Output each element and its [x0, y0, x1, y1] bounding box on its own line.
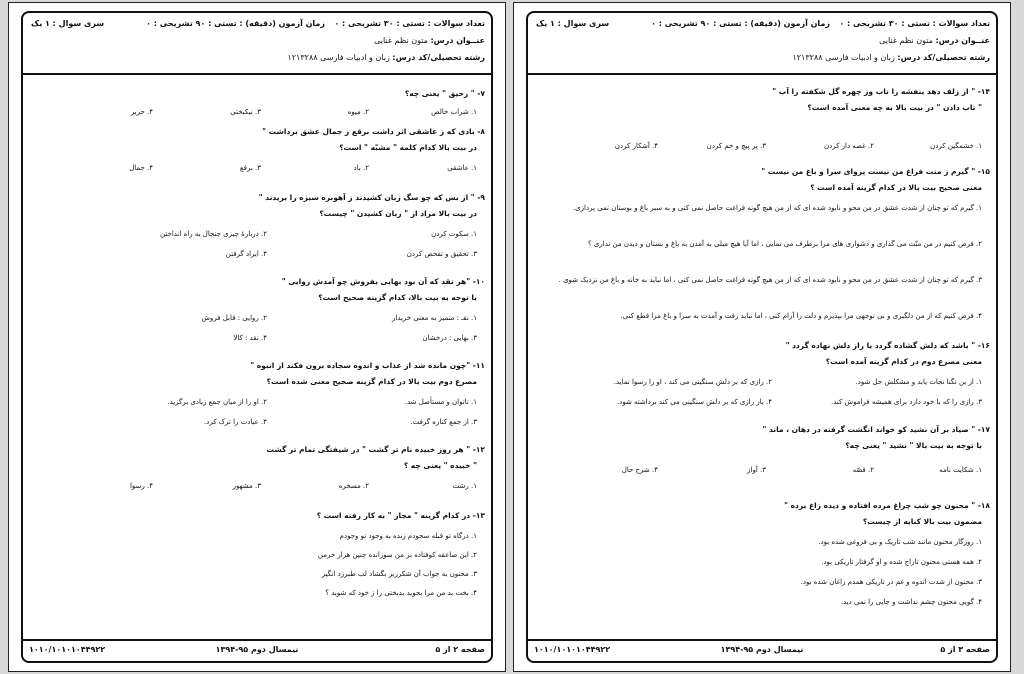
- question-title: ۸- بادی که ز عاشقی اثر داشت برقع ز جمال عشق برداشت ": [262, 127, 485, 136]
- question-item: [29, 445, 485, 490]
- exam-time: زمان آزمون (دقیقه) : تستی : ۹۰ تشریحی : ۰: [146, 19, 325, 28]
- answer-option[interactable]: ۳. رازی را که با خود دارد برای همیشه فراموش کند.: [830, 398, 982, 406]
- answer-option[interactable]: ۳. گیرم که تو چنان از شدت عشق در من محو و نابود شده ای که از من هیچ گونه فراغت حاصل نمی کنی ، اما نباید به خانه و باغ من نزدیک شوی .: [558, 276, 982, 284]
- answer-option[interactable]: ۲. روایی : قابل فروش: [201, 314, 267, 322]
- answer-option[interactable]: ۱. نقـ : متمیز به معنی خریدار: [391, 314, 477, 322]
- field-label: رشته تحصیلی/کد درس:: [392, 53, 485, 62]
- exam-page-3: [513, 2, 1011, 672]
- field-code: زبان و ادبیات فارسی ۱۲۱۳۲۸۸: [792, 53, 895, 62]
- question-item: [29, 193, 485, 258]
- answer-option[interactable]: ۱. خشمگین کردن: [930, 142, 982, 150]
- answer-option[interactable]: ۱. ناتوان و مستأصل شد.: [404, 398, 477, 406]
- answer-option[interactable]: ۱. رشت: [452, 482, 477, 490]
- question-item: [534, 87, 990, 150]
- answer-option[interactable]: ۳. از جمع کناره گرفت.: [410, 418, 477, 426]
- question-prompt: معنی مصرع دوم در کدام گزینه آمده است؟: [825, 357, 982, 366]
- answer-option[interactable]: ۴. شرح حال: [621, 466, 658, 474]
- question-title: ۱۸- " محنون چو شب چراغ مرده افتاده و دیده زاغ برده ": [784, 501, 990, 510]
- question-title: ۷- " رحیق " یعنی چه؟: [404, 89, 485, 98]
- answer-option[interactable]: ۴. رسوا: [129, 482, 153, 490]
- series-label: سری سوال : ۱ یک: [31, 19, 105, 28]
- exam-time: زمان آزمون (دقیقه) : تستی : ۹۰ تشریحی : ۰: [651, 19, 830, 28]
- page-footer: [23, 639, 491, 661]
- question-title: ۱۱- "چون مانده شد از عذاب و اندوه سجاده برون فکند از انبوه ": [250, 361, 485, 370]
- footer-term: نیمسال دوم ۹۵-۱۳۹۴: [720, 645, 804, 654]
- answer-option[interactable]: ۱. شکایت نامه: [939, 466, 982, 474]
- question-title: ۱۶- " باشد که دلش گشاده گردد یا راز دلش نهاده گردد ": [785, 341, 990, 350]
- question-prompt: " تاب دادن " در بیت بالا به چه معنی آمده است؟: [807, 103, 982, 112]
- page-footer: [528, 639, 996, 661]
- field-code: زبان و ادبیات فارسی ۱۲۱۳۲۸۸: [287, 53, 390, 62]
- page-frame: [21, 11, 493, 663]
- footer-code: ۱۰۱۰/۱۰۱۰۱۰۴۴۹۲۲: [29, 645, 106, 654]
- footer-page-number: صفحه ۳ از ۵: [940, 645, 990, 654]
- answer-option[interactable]: ۳. پر پیچ و خم کردن: [706, 142, 766, 150]
- footer-page-number: صفحه ۲ از ۵: [435, 645, 485, 654]
- answer-option[interactable]: ۳. تحقیق و تفحص کردن: [406, 250, 477, 258]
- footer-code: ۱۰۱۰/۱۰۱۰۱۰۴۴۹۲۲: [534, 645, 611, 654]
- question-item: [534, 167, 990, 320]
- page-frame: [526, 11, 998, 663]
- footer-term: نیمسال دوم ۹۵-۱۳۹۴: [215, 645, 299, 654]
- answer-option[interactable]: ۲. فرض کنیم در من منّت می گذاری و دشواری های مرا برطرف می نمایی ، اما آیا هیچ میلی به آمدن به باغ و بستان و دیدن من نداری ؟: [587, 240, 982, 248]
- question-item: [534, 501, 990, 606]
- course-title: متون نظم غنایی: [879, 36, 933, 45]
- answer-option[interactable]: ۴. بار رازی که بر دلش سنگینی می کند برداشته شود.: [617, 398, 772, 406]
- answer-option[interactable]: ۳. بهایی : درخشان: [422, 334, 477, 342]
- answer-option[interactable]: ۲. این صاعقه کوفتاده بر من سوزانده چنین هزار خرمن: [317, 551, 477, 559]
- question-prompt: " خبیده " یعنی چه ؟: [403, 461, 477, 470]
- question-prompt: با توجه به بیت بالا، کدام گزینه صحیح است؟: [318, 293, 477, 302]
- question-prompt: در بیت بالا مراد از " زبان کشیدن " چیست؟: [319, 209, 477, 218]
- answer-option[interactable]: ۱. سکوت کردن: [431, 230, 477, 238]
- answer-option[interactable]: ۲. قصّه: [852, 466, 874, 474]
- answer-option[interactable]: ۴. عبادت را ترک کرد.: [204, 418, 267, 426]
- answer-option[interactable]: ۱. گیرم که تو چنان از شدت عشق در من محو و نابود شده ای که از من هیچ گونه فراغت حاصل نمی کنی و به سیر باغ و بوستان نمی پردازی.: [572, 204, 982, 212]
- question-title: ۱۴- " از زلف دهد بنفشه را تاب وز چهره گل شکفته را آب ": [772, 87, 990, 96]
- answer-option[interactable]: ۳. مشهور: [232, 482, 261, 490]
- answer-option[interactable]: ۲. رازی که بر دلش سنگینی می کند ، او را رسوا نماید.: [613, 378, 772, 386]
- question-item: [29, 127, 485, 172]
- answer-option[interactable]: ۲. میوه: [347, 108, 369, 116]
- question-item: [534, 341, 990, 406]
- question-prompt: معنی صحیح بیت بالا در کدام گزینه آمده است ؟: [810, 183, 982, 192]
- exam-page-2: [8, 2, 506, 672]
- question-prompt: در بیت بالا کدام کلمه " مشبّه " است؟: [339, 143, 477, 152]
- question-count: تعداد سوالات : تستی : ۳۰ تشریحی : ۰: [839, 19, 990, 28]
- question-item: [29, 361, 485, 426]
- answer-option[interactable]: ۲. غصه دار کردن: [823, 142, 874, 150]
- series-label: سری سوال : ۱ یک: [536, 19, 610, 28]
- answer-option[interactable]: ۴. فرض کنیم که از من دلگیری و بی توجهی مرا بپذیرم و دلت را آرام کنی ، اما نباید رفت و آمدت به سرا و باغ مرا قطع کنی.: [620, 312, 982, 320]
- question-item: [534, 425, 990, 474]
- exam-header: [23, 13, 491, 75]
- question-title: ۱۰- "هر نقد که آن بود بهایی بفروش چو آمدش روایی ": [281, 277, 485, 286]
- answer-option[interactable]: ۳. محنون به جواب آن شکرریز بگشاد لب طبرزد انگیز: [321, 570, 477, 578]
- answer-option[interactable]: ۴. جمال: [129, 164, 153, 172]
- course-label: عنــوان درس:: [935, 36, 990, 45]
- answer-option[interactable]: ۳. محنون از شدت اندوه و غم در تاریکی همدم زاغان شده بود.: [800, 578, 982, 586]
- question-title: ۱۳- در کدام گزینه " مجاز " به کار رفته است ؟: [316, 511, 485, 520]
- exam-header: [528, 13, 996, 75]
- answer-option[interactable]: ۲. او را از میان جمع زیادی برگزید.: [167, 398, 267, 406]
- answer-option[interactable]: ۴. نقد : کالا: [233, 334, 267, 342]
- question-item: [29, 277, 485, 342]
- answer-option[interactable]: ۲. همه هستی محنون تاراج شده و او گرفتار تاریکی بود.: [821, 558, 982, 566]
- answer-option[interactable]: ۱. درگاه تو قبله سجودم زنده به وجود تو وجودم: [339, 532, 477, 540]
- answer-option[interactable]: ۱. عاشقی: [447, 164, 477, 172]
- answer-option[interactable]: ۳. نیکبختی: [230, 108, 261, 116]
- question-title: ۱۲- " هر روز خبیده نام تر گشت " در شیفتگی تمام تر گشت: [266, 445, 485, 454]
- course-label: عنــوان درس:: [430, 36, 485, 45]
- answer-option[interactable]: ۲. مسخره: [338, 482, 369, 490]
- answer-option[interactable]: ۳. آواز: [747, 466, 766, 474]
- answer-option[interactable]: ۴. بخت بد من مرا بجوید بدبختی را ز خود که شوید ؟: [325, 589, 477, 597]
- field-label: رشته تحصیلی/کد درس:: [897, 53, 990, 62]
- question-title: ۹- " از بس که چو سگ زبان کشیدند ز آهوبره سبزه را بریدند ": [258, 193, 485, 202]
- course-title: متون نظم غنایی: [374, 36, 428, 45]
- answer-option[interactable]: ۲. دربارهٔ چیزی جنجال به راه انداختن: [160, 230, 267, 238]
- question-count: تعداد سوالات : تستی : ۳۰ تشریحی : ۰: [334, 19, 485, 28]
- question-prompt: مضمون بیت بالا کنایه از چیست؟: [862, 517, 982, 526]
- question-title: ۱۷- " صیاد بر آن نشید کو خواند انگشت گرفته در دهان ، ماند ": [762, 425, 990, 434]
- question-prompt: مصرع دوم بیت بالا در کدام گزینه صحیح معنی شده است؟: [266, 377, 477, 386]
- answer-option[interactable]: ۱. روزگار محنون مانند شب تاریک و بی فروغی شده بود.: [818, 538, 982, 546]
- answer-option[interactable]: ۱. از بن نگنا نجات یابد و مشکلش حل شود.: [855, 378, 982, 386]
- question-prompt: با توجه به بیت بالا " نشید " یعنی چه؟: [845, 441, 982, 450]
- question-item: [29, 89, 485, 116]
- answer-option[interactable]: ۱. شراب خالص: [431, 108, 477, 116]
- answer-option[interactable]: ۴. حریر: [130, 108, 153, 116]
- answer-option[interactable]: ۴. ایراد گرفتن: [225, 250, 267, 258]
- answer-option[interactable]: ۴. آشکار کردن: [614, 142, 658, 150]
- answer-option[interactable]: ۲. باد: [353, 164, 369, 172]
- answer-option[interactable]: ۳. برقع: [239, 164, 261, 172]
- answer-option[interactable]: ۴. گویی محنون چشم نداشت و جایی را نمی دید.: [840, 598, 982, 606]
- question-item: [29, 511, 485, 597]
- question-title: ۱۵- " گیرم ز منت فراغ من نیست پروای سرا و باغ من نیست ": [761, 167, 990, 176]
